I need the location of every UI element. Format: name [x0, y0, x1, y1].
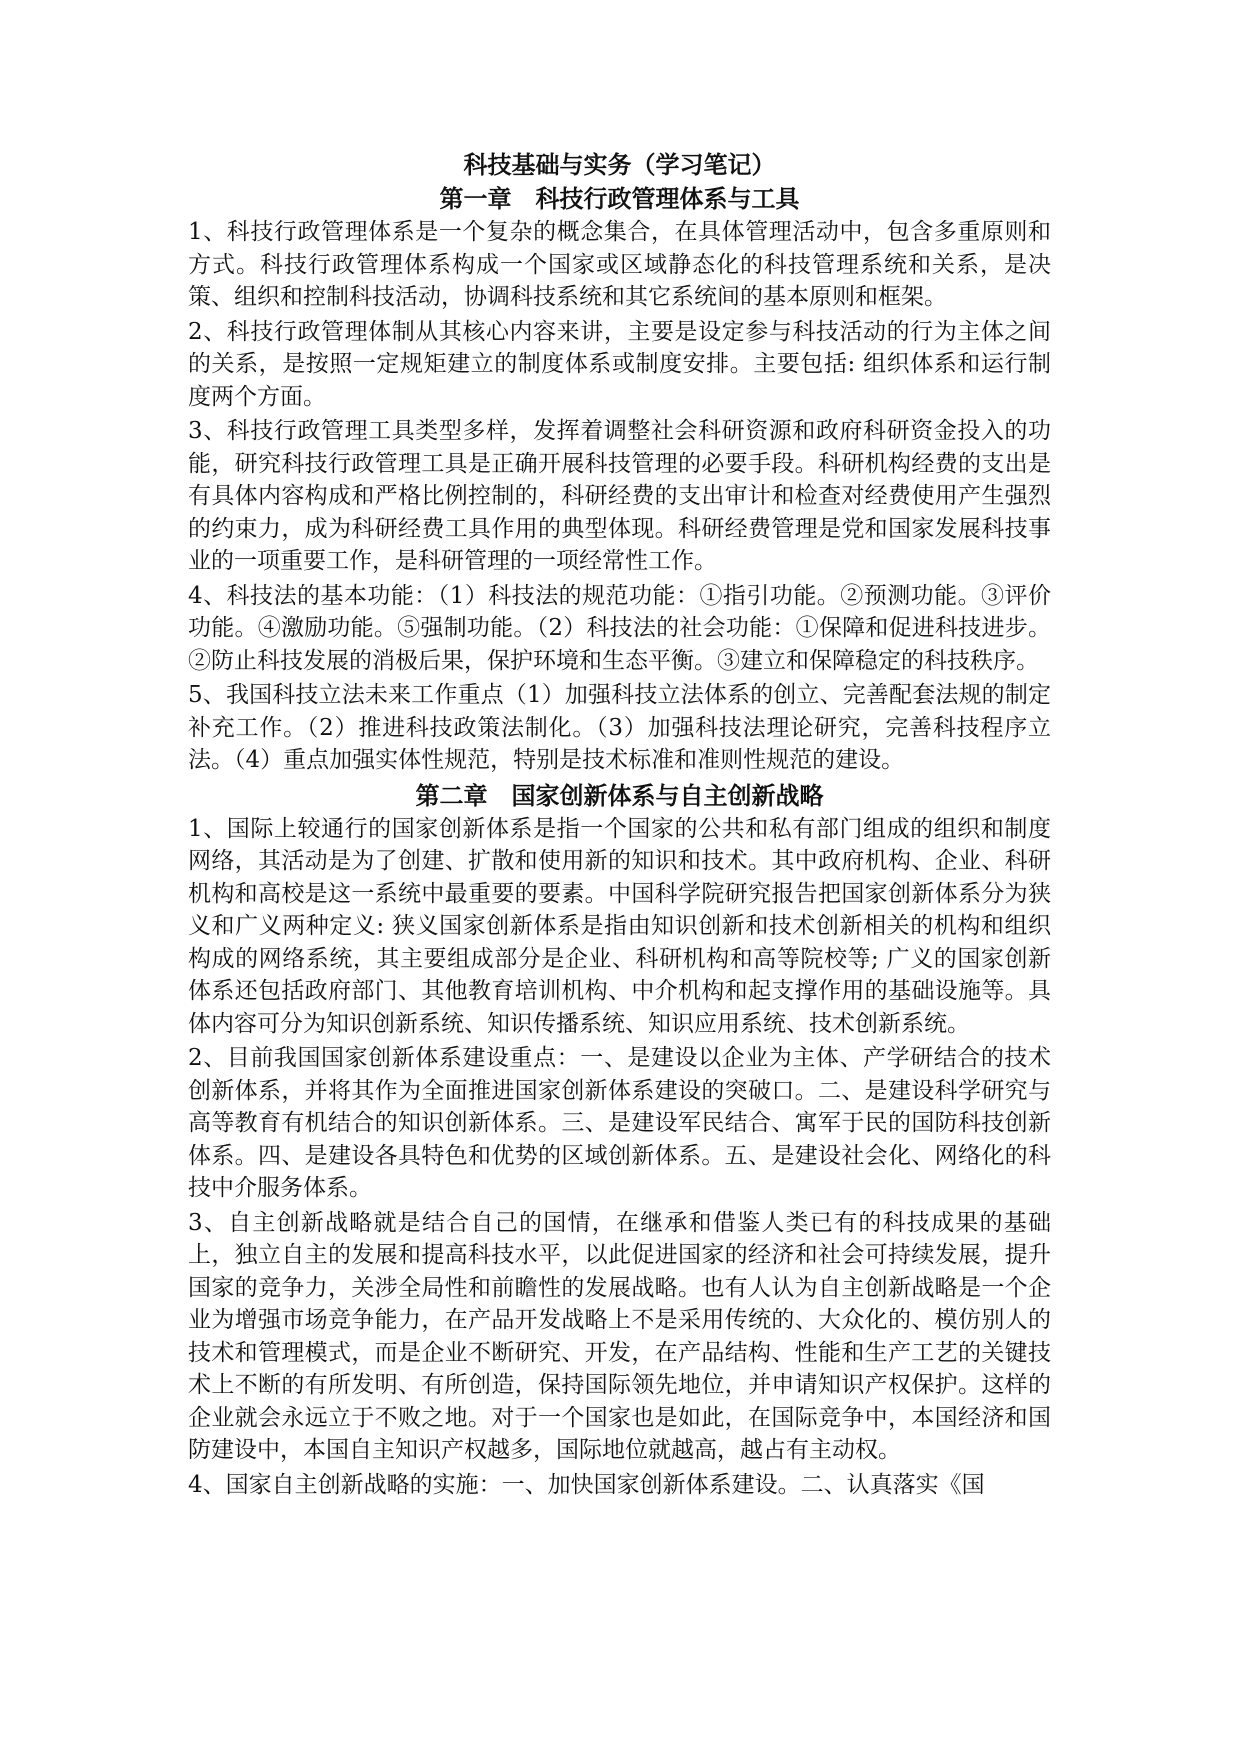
paragraph: 2、科技行政管理体制从其核心内容来讲，主要是设定参与科技活动的行为主体之间的关系，是按照一定规矩建立的制度体系或制度安排。主要包括: 组织体系和运行制度两个方面。	[188, 318, 1051, 410]
paragraph: 1、科技行政管理体系是一个复杂的概念集合，在具体管理活动中，包含多重原则和方式。科技行政管理体系构成一个国家或区域静态化的科技管理系统和关系，是决策、组织和控制科技活动，协调科技系统和其它系统间的基本原则和框架。	[188, 219, 1051, 310]
chapter-heading: 第一章 科技行政管理体系与工具	[439, 184, 800, 213]
paragraph: 4、科技法的基本功能：（1）科技法的规范功能：①指引功能。②预测功能。③评价功能。④激励功能。⑤强制功能。（2）科技法的社会功能：①保障和促进科技进步。②防止科技发展的消极后果，保护环境和生态平衡。③建立和保障稳定的科技秩序。	[188, 582, 1051, 674]
document-title: 科技基础与实务（学习笔记）	[463, 150, 776, 179]
chapter-heading: 第二章 国家创新体系与自主创新战略	[415, 780, 824, 810]
paragraph: 3、科技行政管理工具类型多样，发挥着调整社会科研资源和政府科研资金投入的功能，研究科技行政管理工具是正确开展科技管理的必要手段。科研机构经费的支出是有具体内容构成和严格比例控制的，科研经费的支出审计和检查对经费使用产生强烈的约束力，成为科研经费工具作用的典型体现。科研经费管理是党和国家发展科技事业的一项重要工作，是科研管理的一项经常性工作。	[188, 418, 1051, 574]
paragraph: 3、自主创新战略就是结合自己的国情，在继承和借鉴人类已有的科技成果的基础上，独立自主的发展和提高科技水平，以此促进国家的经济和社会可持续发展，提升国家的竞争力，关涉全局性和前瞻性的发展战略。也有人认为自主创新战略是一个企业为增强市场竞争能力，在产品开发战略上不是采用传统的、大众化的、模仿别人的技术和管理模式，而是企业不断研究、开发，在产品结构、性能和生产工艺的关键技术上不断的有所发明、有所创造，保持国际领先地位，并申请知识产权保护。这样的企业就会永远立于不败之地。对于一个国家也是如此，在国际竞争中，本国经济和国防建设中，本国自主知识产权越多，国际地位就越高，越占有主动权。	[188, 1209, 1051, 1463]
document-page	[188, 148, 1051, 1503]
paragraph: 1、国际上较通行的国家创新体系是指一个国家的公共和私有部门组成的组织和制度网络，其活动是为了创建、扩散和使用新的知识和技术。其中政府机构、企业、科研机构和高校是这一系统中最重要的要素。中国科学院研究报告把国家创新体系分为狭义和广义两种定义: 狭义国家创新体系是指由知识创新和技术创新相关的机构和组织构成的网络系统，其主要组成部分是企业、科研机构和高等院校等; 广义的国家创新体系还包括政府部门、其他教育培训机构、中介机构和起支撑作用的基础设施等。具体内容可分为知识创新系统、知识传播系统、知识应用系统、技术创新系统。	[188, 815, 1051, 1037]
paragraph: 2、目前我国国家创新体系建设重点：一、是建设以企业为主体、产学研结合的技术创新体系，并将其作为全面推进国家创新体系建设的突破口。二、是建设科学研究与高等教育有机结合的知识创新体系。三、是建设军民结合、寓军于民的国防科技创新体系。四、是建设各具特色和优势的区域创新体系。五、是建设社会化、网络化的科技中介服务体系。	[188, 1045, 1051, 1201]
paragraph: 4、国家自主创新战略的实施：一、加快国家创新体系建设。二、认真落实《国	[188, 1471, 985, 1498]
paragraph: 5、我国科技立法未来工作重点（1）加强科技立法体系的创立、完善配套法规的制定补充工作。（2）推进科技政策法制化。（3）加强科技法理论研究，完善科技程序立法。（4）重点加强实体性规范，特别是技术标准和准则性规范的建设。	[188, 682, 1051, 773]
